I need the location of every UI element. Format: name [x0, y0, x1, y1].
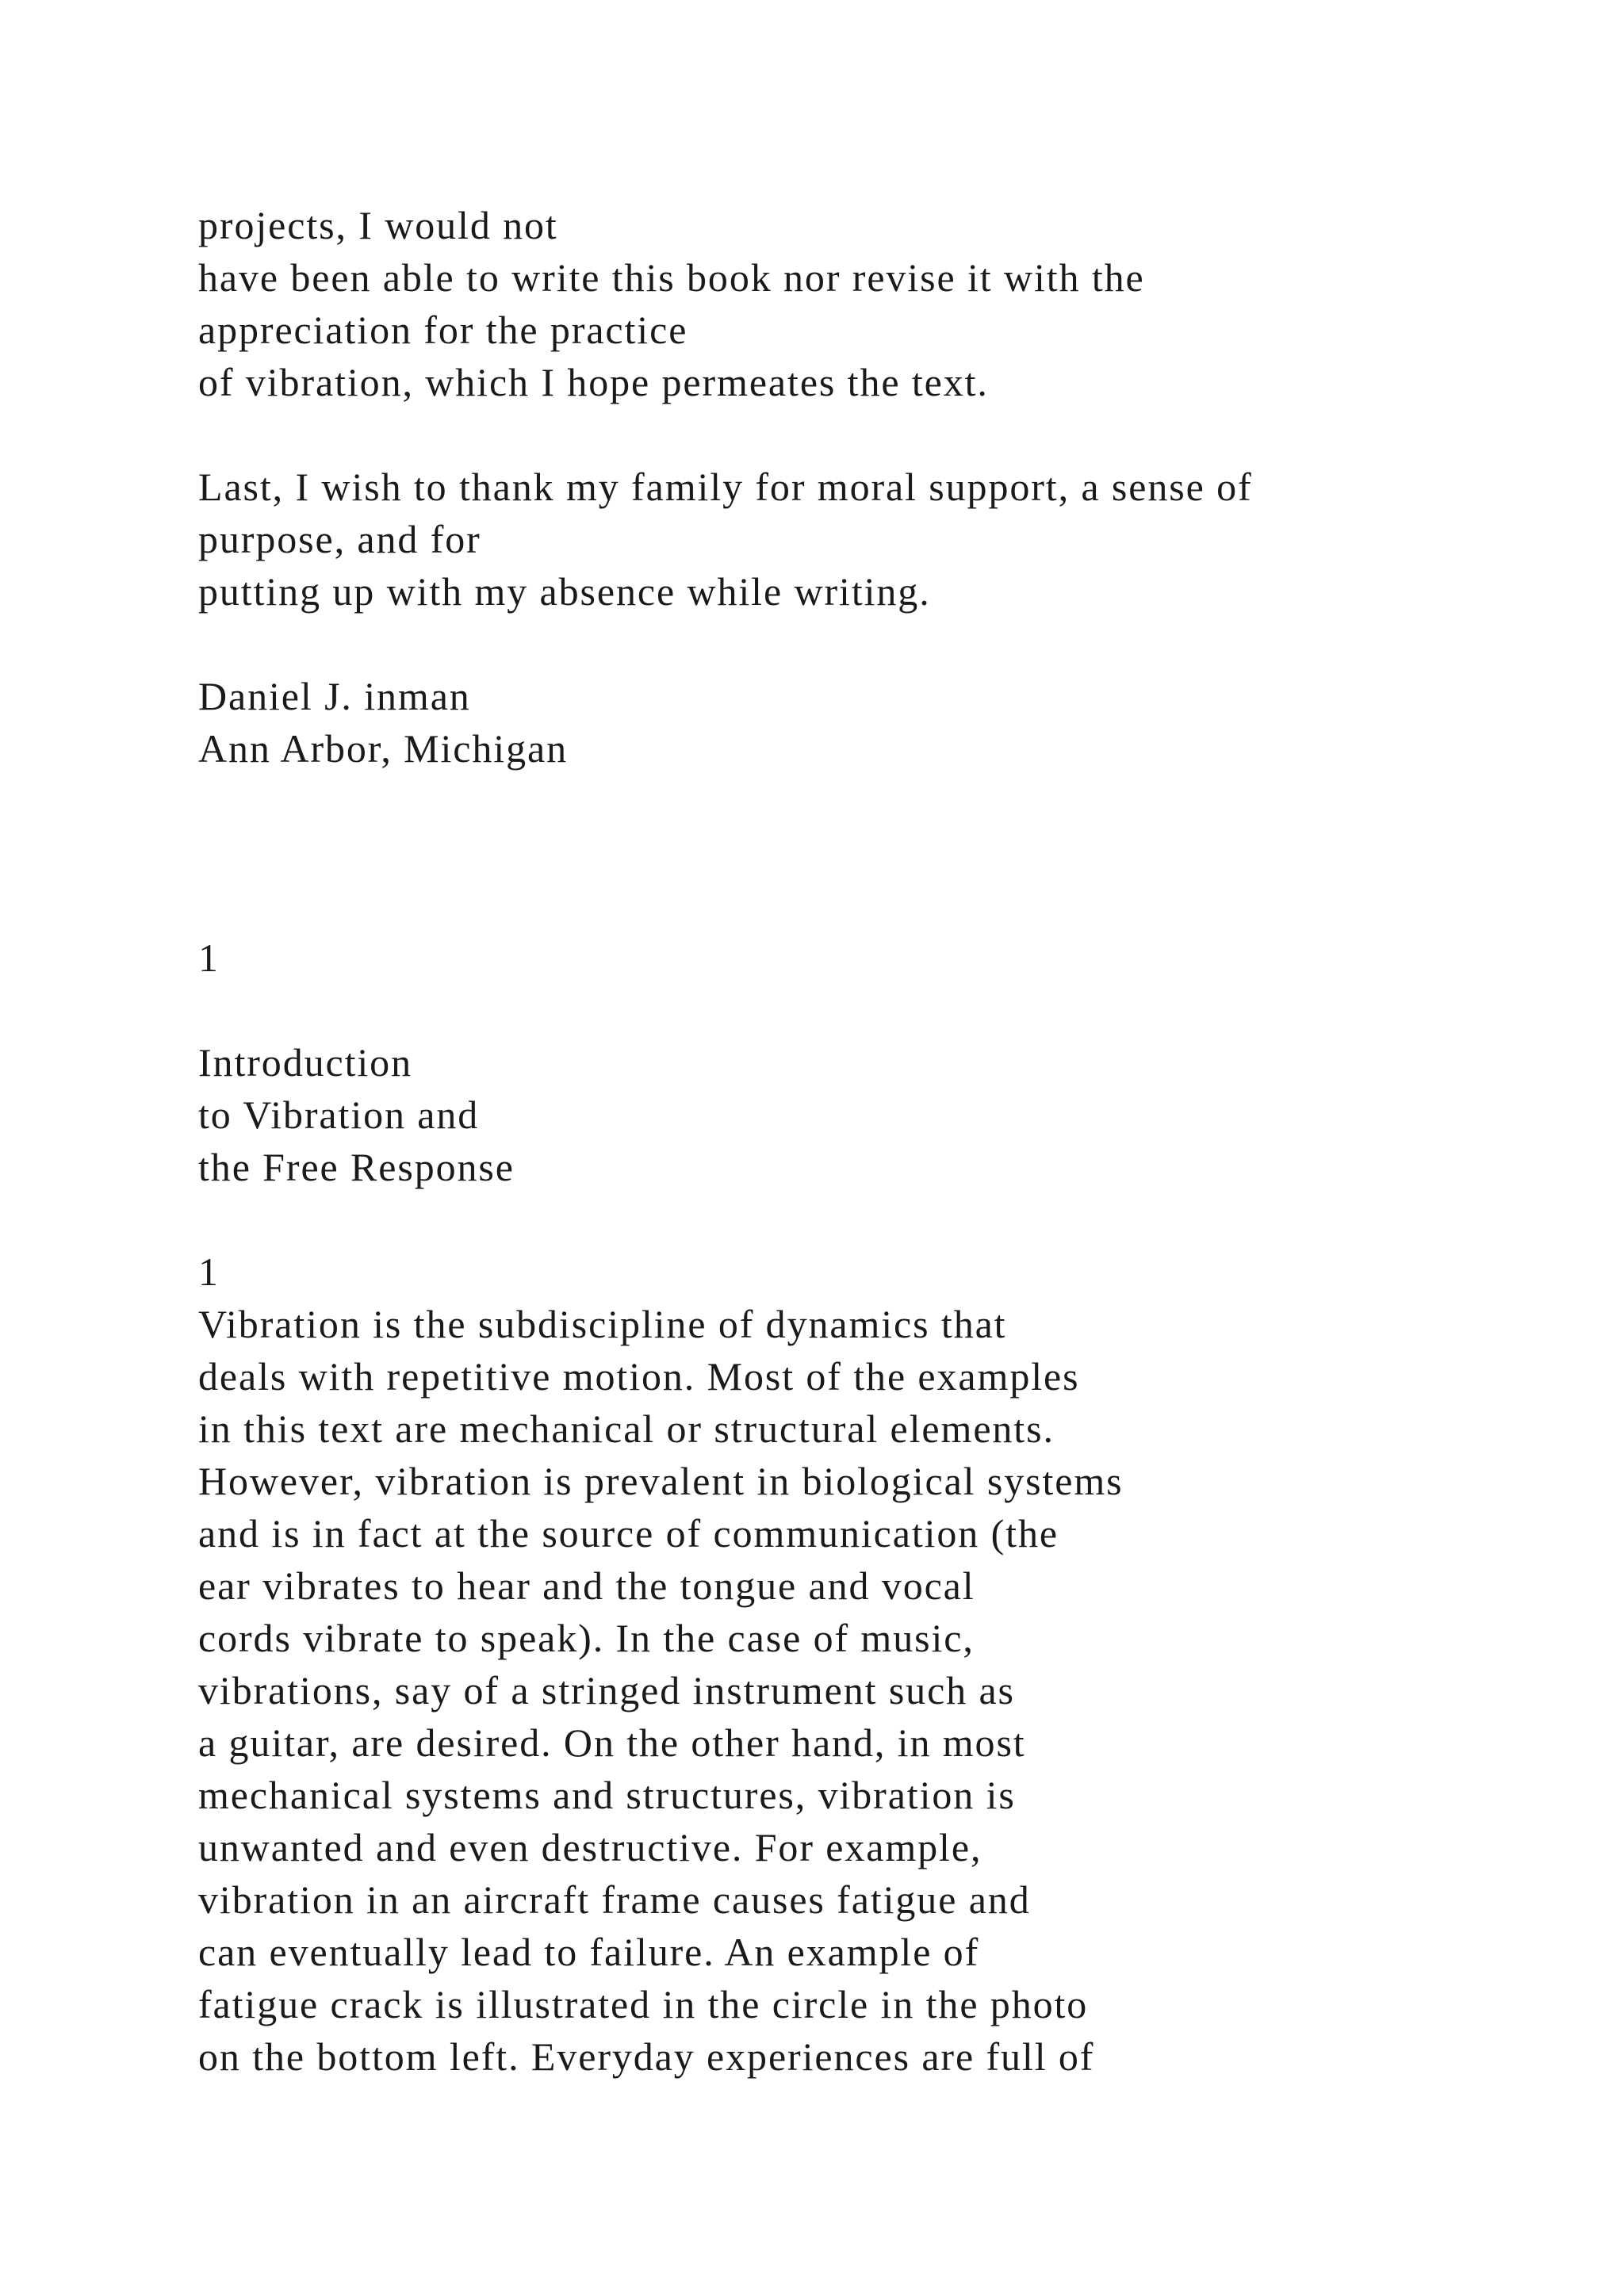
- text-line: appreciation for the practice: [198, 308, 688, 352]
- chapter-title-line: the Free Response: [198, 1145, 515, 1189]
- author-name: Daniel J. inman: [198, 674, 471, 718]
- text-line: unwanted and even destructive. For example,: [198, 1825, 982, 1869]
- text-line: cords vibrate to speak). In the case of music,: [198, 1616, 975, 1660]
- text-line: projects, I would not: [198, 203, 558, 247]
- chapter-title-line: Introduction: [198, 1040, 412, 1085]
- text-line: vibration in an aircraft frame causes fatigue and: [198, 1877, 1031, 1922]
- text-line: mechanical systems and structures, vibration is: [198, 1773, 1016, 1817]
- chapter-number: 1: [198, 936, 220, 980]
- text-line: deals with repetitive motion. Most of the examples: [198, 1354, 1080, 1399]
- text-line: have been able to write this book nor revise it with the: [198, 255, 1145, 300]
- text-line: Vibration is the subdiscipline of dynamics that: [198, 1302, 1007, 1346]
- text-line: putting up with my absence while writing.: [198, 569, 931, 614]
- text-line: purpose, and for: [198, 517, 481, 561]
- text-line: can eventually lead to failure. An example of: [198, 1930, 980, 1974]
- text-line: Last, I wish to thank my family for moral support, a sense of: [198, 465, 1253, 509]
- text-line: of vibration, which I hope permeates the text.: [198, 360, 989, 404]
- text-line: on the bottom left. Everyday experiences are full of: [198, 2034, 1095, 2079]
- text-line: and is in fact at the source of communication (the: [198, 1511, 1059, 1556]
- text-line: a guitar, are desired. On the other hand, in most: [198, 1720, 1026, 1765]
- chapter-title-line: to Vibration and: [198, 1093, 480, 1137]
- text-line: in this text are mechanical or structural elements.: [198, 1406, 1055, 1451]
- text-line: However, vibration is prevalent in biological systems: [198, 1459, 1124, 1503]
- author-location: Ann Arbor, Michigan: [198, 726, 568, 771]
- text-line: ear vibrates to hear and the tongue and vocal: [198, 1563, 975, 1608]
- text-line: vibrations, say of a stringed instrument such as: [198, 1668, 1015, 1712]
- section-number: 1: [198, 1249, 220, 1294]
- text-line: fatigue crack is illustrated in the circle in the photo: [198, 1982, 1089, 2026]
